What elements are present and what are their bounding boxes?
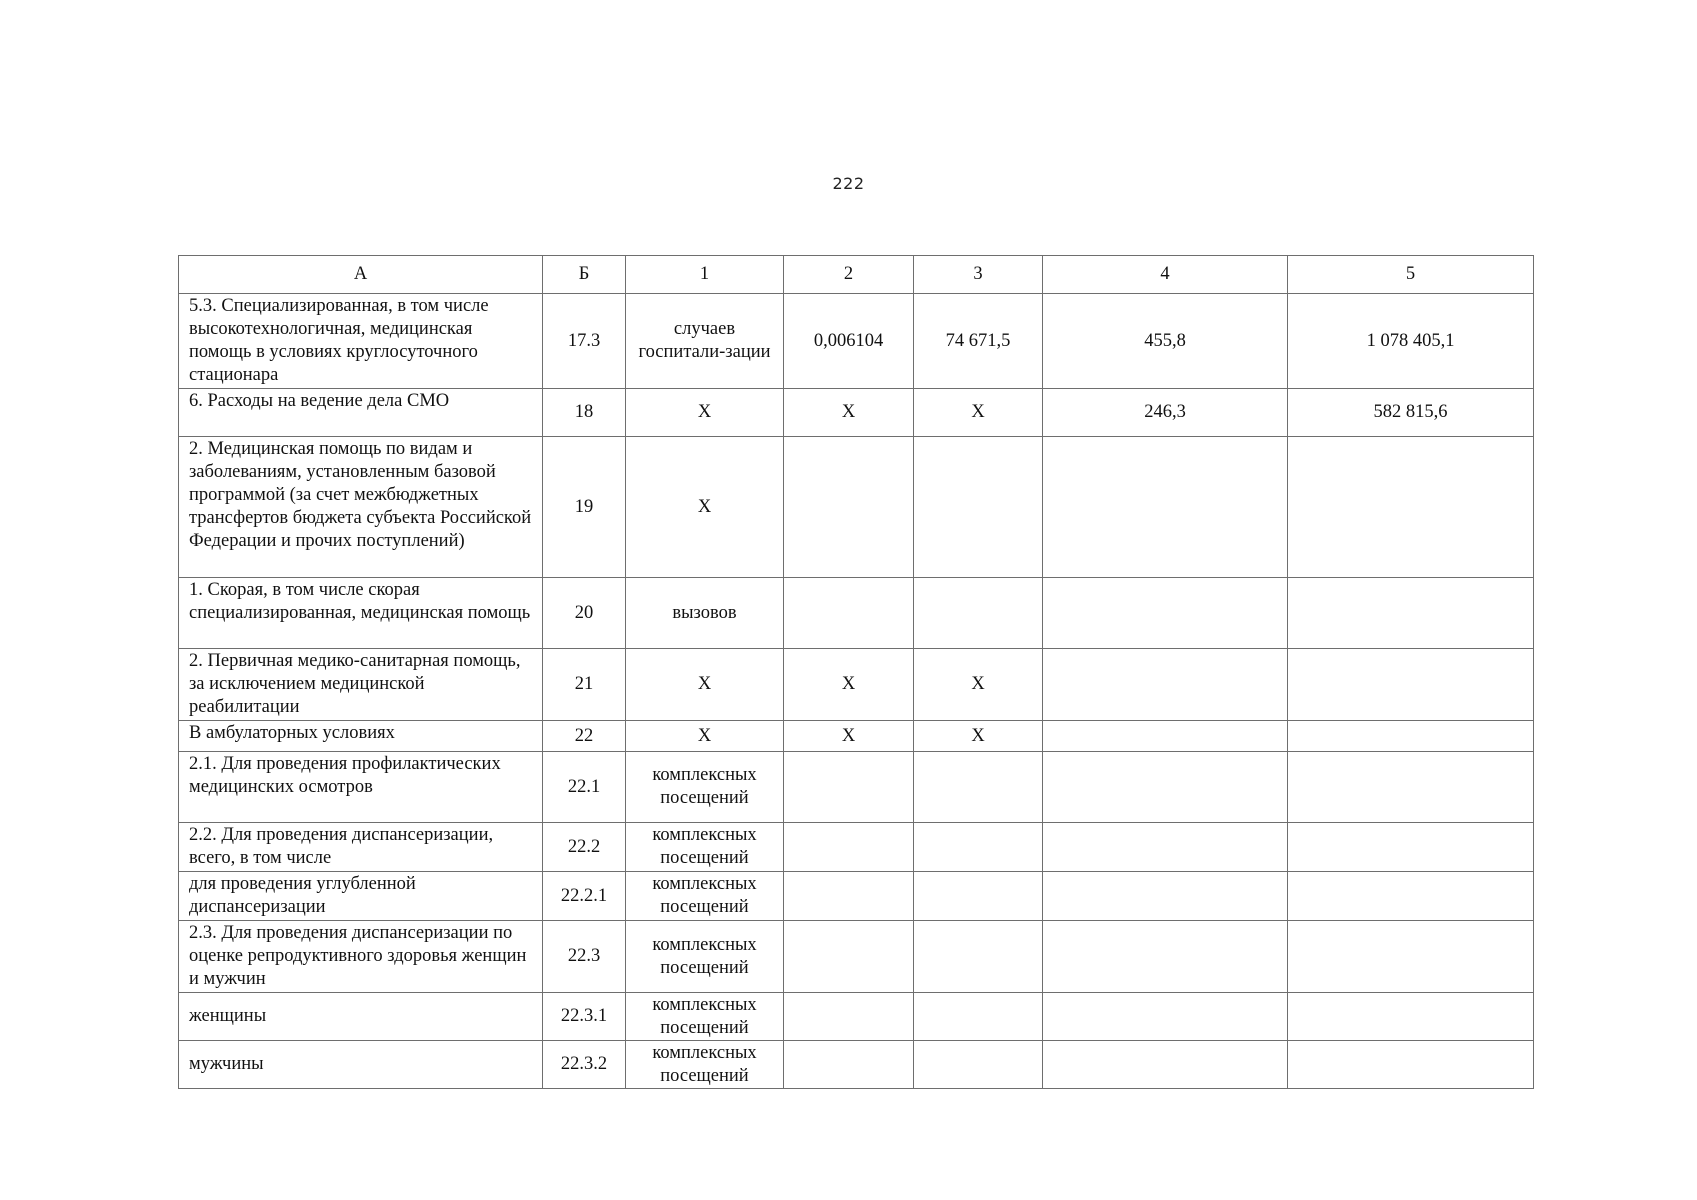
row-value-5 <box>1288 649 1534 721</box>
row-value-2 <box>784 872 914 921</box>
table-row <box>179 721 1534 752</box>
row-value-2: 0,006104 <box>784 294 914 389</box>
row-value-5 <box>1288 1041 1534 1089</box>
row-code: 22 <box>543 721 626 752</box>
row-value-4 <box>1043 921 1288 993</box>
row-unit: комплексных посещений <box>626 752 784 823</box>
table-row <box>179 1041 1534 1089</box>
row-value-3 <box>914 872 1043 921</box>
row-unit: комплексных посещений <box>626 872 784 921</box>
row-name: 2. Первичная медико-санитарная помощь, за исключением медицинской реабилитации <box>179 649 543 721</box>
row-value-5 <box>1288 921 1534 993</box>
row-value-2: X <box>784 721 914 752</box>
row-name: 5.3. Специализированная, в том числе высокотехнологичная, медицинская помощь в условиях круглосуточного стационара <box>179 294 543 389</box>
row-value-4: 455,8 <box>1043 294 1288 389</box>
row-value-5 <box>1288 872 1534 921</box>
row-code: 21 <box>543 649 626 721</box>
column-header-5: 5 <box>1288 256 1534 294</box>
row-value-2: X <box>784 649 914 721</box>
table-row <box>179 294 1534 389</box>
row-value-3 <box>914 1041 1043 1089</box>
row-value-4 <box>1043 993 1288 1041</box>
row-code: 18 <box>543 389 626 437</box>
row-value-3: X <box>914 649 1043 721</box>
table-row <box>179 872 1534 921</box>
row-value-2 <box>784 993 914 1041</box>
row-name: 6. Расходы на ведение дела СМО <box>179 389 543 437</box>
row-unit: комплексных посещений <box>626 823 784 872</box>
row-value-5 <box>1288 437 1534 578</box>
row-code: 17.3 <box>543 294 626 389</box>
row-value-2 <box>784 1041 914 1089</box>
row-value-4 <box>1043 1041 1288 1089</box>
row-code: 20 <box>543 578 626 649</box>
column-header-3: 3 <box>914 256 1043 294</box>
row-unit: X <box>626 721 784 752</box>
row-value-3 <box>914 437 1043 578</box>
row-code: 22.3.1 <box>543 993 626 1041</box>
row-value-3 <box>914 993 1043 1041</box>
row-value-4 <box>1043 437 1288 578</box>
column-header-4: 4 <box>1043 256 1288 294</box>
row-name: 2.3. Для проведения диспансеризации по оценке репродуктивного здоровья женщин и мужчин <box>179 921 543 993</box>
row-name: для проведения углубленной диспансеризации <box>179 872 543 921</box>
row-unit: комплексных посещений <box>626 1041 784 1089</box>
row-unit: X <box>626 649 784 721</box>
row-code: 22.3.2 <box>543 1041 626 1089</box>
table-row <box>179 752 1534 823</box>
table-row <box>179 823 1534 872</box>
row-code: 22.3 <box>543 921 626 993</box>
row-value-2: X <box>784 389 914 437</box>
row-value-3 <box>914 823 1043 872</box>
row-name: 2.2. Для проведения диспансеризации, всего, в том числе <box>179 823 543 872</box>
row-name: 2. Медицинская помощь по видам и заболеваниям, установленным базовой программой (за счет межбюджетных трансфертов бюджета субъекта Российской Федерации и прочих поступлений) <box>179 437 543 578</box>
column-header-b: Б <box>543 256 626 294</box>
row-value-4 <box>1043 721 1288 752</box>
row-value-3: X <box>914 389 1043 437</box>
table-header-row <box>179 256 1534 294</box>
row-value-4 <box>1043 872 1288 921</box>
table-row <box>179 649 1534 721</box>
row-code: 22.2 <box>543 823 626 872</box>
row-code: 19 <box>543 437 626 578</box>
table-row <box>179 578 1534 649</box>
table-row <box>179 437 1534 578</box>
row-value-4 <box>1043 752 1288 823</box>
row-value-2 <box>784 752 914 823</box>
row-value-5 <box>1288 752 1534 823</box>
row-value-5 <box>1288 993 1534 1041</box>
row-value-5 <box>1288 578 1534 649</box>
row-name: 1. Скорая, в том числе скорая специализированная, медицинская помощь <box>179 578 543 649</box>
row-name: В амбулаторных условиях <box>179 721 543 752</box>
column-header-a: А <box>179 256 543 294</box>
row-value-4 <box>1043 578 1288 649</box>
column-header-1: 1 <box>626 256 784 294</box>
row-unit: X <box>626 389 784 437</box>
row-value-2 <box>784 437 914 578</box>
row-value-5 <box>1288 721 1534 752</box>
row-value-3 <box>914 921 1043 993</box>
page-number: 222 <box>832 174 865 193</box>
row-value-4 <box>1043 823 1288 872</box>
row-name: 2.1. Для проведения профилактических медицинских осмотров <box>179 752 543 823</box>
table-row <box>179 921 1534 993</box>
row-value-3: X <box>914 721 1043 752</box>
row-name: женщины <box>179 993 543 1041</box>
row-unit: комплексных посещений <box>626 921 784 993</box>
row-value-3: 74 671,5 <box>914 294 1043 389</box>
data-table <box>178 255 1534 1089</box>
column-header-2: 2 <box>784 256 914 294</box>
row-value-2 <box>784 578 914 649</box>
row-code: 22.1 <box>543 752 626 823</box>
table-row <box>179 993 1534 1041</box>
row-value-3 <box>914 752 1043 823</box>
row-value-5: 1 078 405,1 <box>1288 294 1534 389</box>
row-unit: комплексных посещений <box>626 993 784 1041</box>
row-value-5 <box>1288 823 1534 872</box>
row-unit: вызовов <box>626 578 784 649</box>
row-code: 22.2.1 <box>543 872 626 921</box>
row-value-2 <box>784 921 914 993</box>
row-unit: случаев госпитали-зации <box>626 294 784 389</box>
row-value-3 <box>914 578 1043 649</box>
row-unit: X <box>626 437 784 578</box>
row-name: мужчины <box>179 1041 543 1089</box>
row-value-4 <box>1043 649 1288 721</box>
row-value-4: 246,3 <box>1043 389 1288 437</box>
row-value-2 <box>784 823 914 872</box>
table-row <box>179 389 1534 437</box>
row-value-5: 582 815,6 <box>1288 389 1534 437</box>
